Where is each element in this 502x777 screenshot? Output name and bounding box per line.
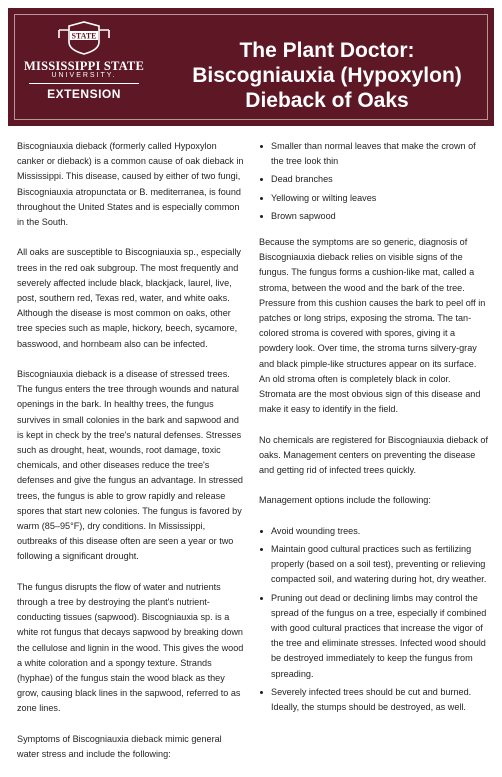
page-title [168,38,486,113]
logo-divider [29,83,139,84]
logo-university-name: MISSISSIPPI STATE [24,59,144,73]
seal-text: STATE [71,31,97,41]
list-item: Yellowing or wilting leaves [259,191,489,206]
intro-paragraph: Biscogniauxia dieback (formerly called Hypoxylon canker or dieback) is a common cause of oak dieback in Mississippi. This disease, caused by either of two fungi, Biscogniauxia atropunctata or B. mediterranea, is found throughout the United States and is especially common in the South. [17,141,244,228]
chemicals-paragraph: No chemicals are registered for Biscogniauxia dieback of oaks. Management centers on preventing the disease and getting rid of infected trees quickly. [259,434,488,476]
title-line: Dieback of Oaks [245,89,409,112]
decay-paragraph: The fungus disrupts the flow of water and nutrients through a tree by destroying the plant's nutrient-conducting tissues (sapwood). Biscogniauxia sp. is a white rot fungus that decays sapwood by breaking down the cellulose and lignin in the wood. This gives the wood a white coloration and a spongy texture. Strands (hyphae) of the fungus stain the wood black as they grow, causing black lines in the sapwood, referred to as zone lines. [17,581,244,714]
left-column [17,139,245,777]
management-list [259,524,489,715]
list-item: Severely infected trees should be cut and burned. Ideally, the stumps should be destroyed, as well. [259,685,489,715]
susceptibility-paragraph: All oaks are susceptible to Biscogniauxia sp., especially trees in the red oak subgroup. The most frequently and severely affected include black, blackjack, laurel, live, post, southern red, Texas red, water, and white oaks. Although the disease is most common on oaks, other tree species such as maple, hickory, beech, sycamore, basswood, and hornbeam also can be infected. [17,247,241,349]
msu-extension-logo [22,20,146,116]
title-line: The Plant Doctor: [239,39,415,62]
diagnosis-paragraph: Because the symptoms are so generic, diagnosis of Biscogniauxia dieback relies on visible signs of the fungus. The fungus forms a cushion-like mat, called a stroma, between the wood and the bark of the tree. Pressure from this cushion causes the bark to peel off in patches or long strips, exposing the stroma. The tan-colored stroma is covered with spores, giving it a powdery look. Over time, the stroma turns silvery-gray and black pimple-like structures appear on its surface. An old stroma often is completely black in color. Stromata are the most obvious sign of this disease and make it easy to identify in the field. [259,237,486,415]
list-item: Pruning out dead or declining limbs may control the spread of the fungus on a tree, especially if combined with good cultural practices that increase the vigor of the tree and eliminate stresses. Infected wood should be destroyed immediately to keep the fungus from spreading. [259,591,489,682]
list-item: Avoid wounding trees. [259,524,489,539]
stress-paragraph: Biscogniauxia dieback is a disease of stressed trees. The fungus enters the tree through wounds and natural openings in the bark. In healthy trees, the fungus survives in small colonies in the bark and sapwood and is kept in check by the tree's natural defenses. Stresses such as drought, heat, wounds, root damage, toxic chemicals, and other diseases reduce the tree's defenses and give the fungus an advantage. In stressed trees, the fungus is able to grow rapidly and release spores that start new colonies. The fungus is favored by warm (85–95°F), dry conditions. In Mississippi, outbreaks of this disease often are seen a year or two following a significant drought. [17,369,243,562]
management-intro-paragraph: Management options include the following: [259,495,431,506]
symptoms-list [259,139,489,224]
logo-extension: EXTENSION [47,87,121,101]
list-item: Smaller than normal leaves that make the crown of the tree look thin [259,139,489,169]
list-item: Maintain good cultural practices such as fertilizing properly (based on a soil test), preventing or relieving compacted soil, and watering during hot, dry weather. [259,542,489,588]
list-item: Brown sapwood [259,209,489,224]
right-column [259,139,489,726]
title-line: Biscogniauxia (Hypoxylon) [192,64,462,87]
logo-university-sub: UNIVERSITY. [51,72,117,79]
symptoms-intro-paragraph: Symptoms of Biscogniauxia dieback mimic general water stress and include the following: [17,733,222,760]
list-item: Dead branches [259,172,489,187]
header-banner [8,8,494,126]
msu-seal-icon [55,20,113,56]
